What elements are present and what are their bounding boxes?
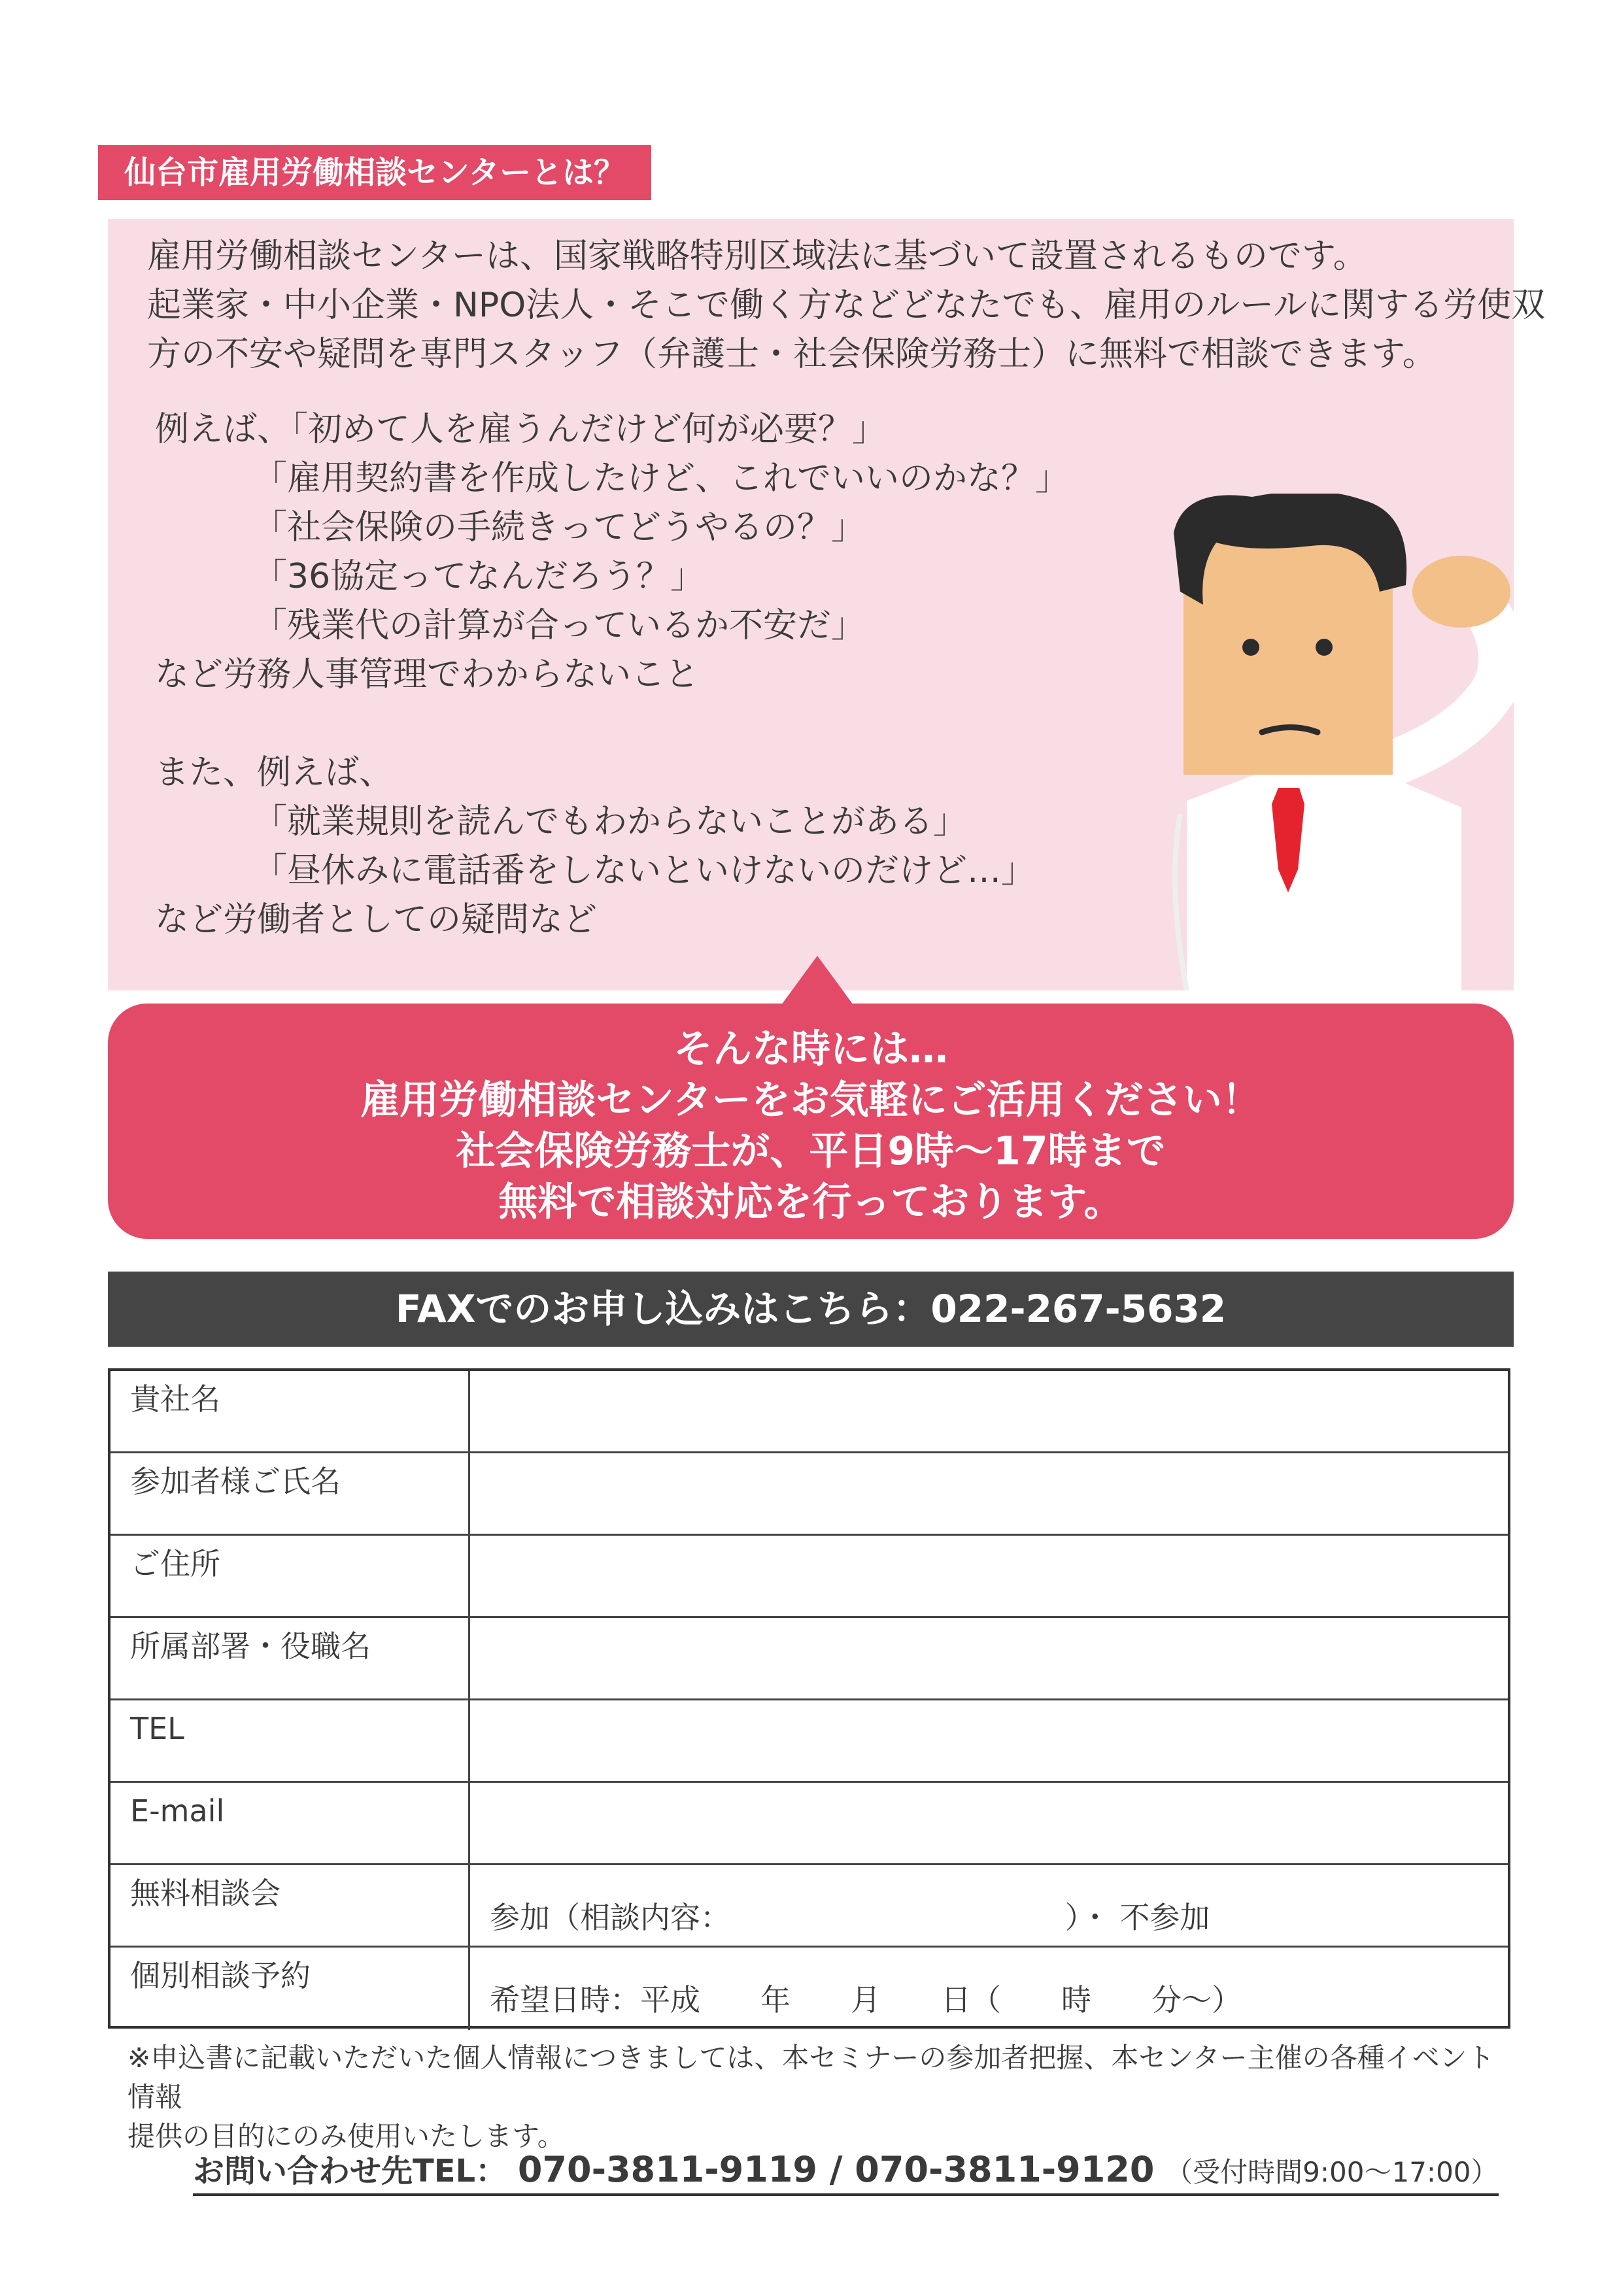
worker-examples-lead: また、例えば、	[155, 753, 394, 792]
individual-booking-field[interactable]: 希望日時：平成 年 月 日（ 時 分～）	[490, 1982, 1242, 2017]
form-label: 貴社名	[111, 1371, 470, 1451]
intro-line: 起業家・中小企業・NPO法人・そこで働く方などどなたでも、雇用のルールに関する労使双	[147, 286, 1546, 325]
form-row-tel	[111, 1700, 1508, 1783]
application-form	[108, 1368, 1510, 2029]
notice-line: ※申込書に記載いただいた個人情報につきましては、本セミナーの参加者把握、本センター主催の各種イベント情報	[128, 2042, 1495, 2113]
call-to-action-banner	[108, 1004, 1514, 1239]
worker-example-item: 「昼休みに電話番をしないといけないのだけど…」	[253, 851, 1036, 890]
participant-name-field[interactable]	[470, 1453, 1508, 1534]
form-label: 無料相談会	[111, 1865, 470, 1946]
contact-info	[193, 2146, 1499, 2196]
form-label: 個別相談予約	[111, 1948, 470, 2030]
form-label: 参加者様ご氏名	[111, 1453, 470, 1534]
form-row-department	[111, 1618, 1508, 1700]
fax-application-header: FAXでのお申し込みはこちら：022-267-5632	[108, 1272, 1514, 1347]
employer-example-item: 「雇用契約書を作成したけど、これでいいのかな？」	[253, 459, 1070, 498]
banner-line: 無料で相談対応を行っております。	[498, 1179, 1123, 1225]
section-title: 仙台市雇用労働相談センターとは？	[98, 145, 651, 200]
employer-example-item: 「社会保険の手続きってどうやるの？」	[253, 508, 866, 547]
worker-examples-tail: など労働者としての疑問など	[155, 900, 598, 939]
employer-example-item: 「残業代の計算が合っているか不安だ」	[253, 606, 866, 645]
contact-hours: （受付時間9:00～17:00）	[1165, 2156, 1499, 2188]
employer-example-item: 「36協定ってなんだろう？」	[253, 557, 705, 596]
form-row-address	[111, 1536, 1508, 1618]
form-label: E-mail	[111, 1783, 470, 1863]
banner-line: 社会保険労務士が、平日9時～17時まで	[456, 1128, 1166, 1174]
employer-examples-lead: 例えば、「初めて人を雇うんだけど何が必要？」	[155, 410, 887, 449]
form-row-participant	[111, 1453, 1508, 1536]
banner-line: そんな時には…	[673, 1026, 948, 1072]
address-field[interactable]	[470, 1536, 1508, 1616]
notice-line: 提供の目的にのみ使用いたします。	[128, 2120, 565, 2152]
info-panel	[108, 219, 1546, 990]
worried-businessman-illustration	[1154, 494, 1520, 990]
form-row-email	[111, 1783, 1508, 1865]
free-consultation-field[interactable]: 参加（相談内容： ）・ 不参加	[490, 1900, 1210, 1935]
contact-phone-numbers[interactable]: 070-3811-9119 / 070-3811-9120	[517, 2149, 1155, 2190]
tel-field[interactable]	[470, 1700, 1508, 1781]
department-title-field[interactable]	[470, 1618, 1508, 1698]
form-row-free-consultation	[111, 1865, 1508, 1948]
contact-label: お問い合わせ先TEL：	[193, 2153, 507, 2189]
worker-example-item: 「就業規則を読んでもわからないことがある」	[253, 802, 968, 841]
form-row-company	[111, 1371, 1508, 1453]
company-name-field[interactable]	[470, 1371, 1508, 1451]
banner-pointer	[781, 956, 853, 1005]
employer-examples-tail: など労務人事管理でわからないこと	[155, 655, 700, 694]
form-label: ご住所	[111, 1536, 470, 1616]
email-field[interactable]	[470, 1783, 1508, 1863]
intro-line: 雇用労働相談センターは、国家戦略特別区域法に基づいて設置されるものです。	[147, 237, 1367, 276]
examples-list	[155, 405, 1201, 945]
form-label: 所属部署・役職名	[111, 1618, 470, 1698]
form-label: TEL	[111, 1700, 470, 1781]
form-row-individual-booking	[111, 1948, 1508, 2030]
intro-text	[147, 232, 1546, 379]
intro-line: 方の不安や疑問を専門スタッフ（弁護士・社会保険労務士）に無料で相談できます。	[147, 335, 1437, 374]
banner-line: 雇用労働相談センターをお気軽にご活用ください！	[360, 1077, 1261, 1123]
privacy-notice	[128, 2038, 1520, 2156]
